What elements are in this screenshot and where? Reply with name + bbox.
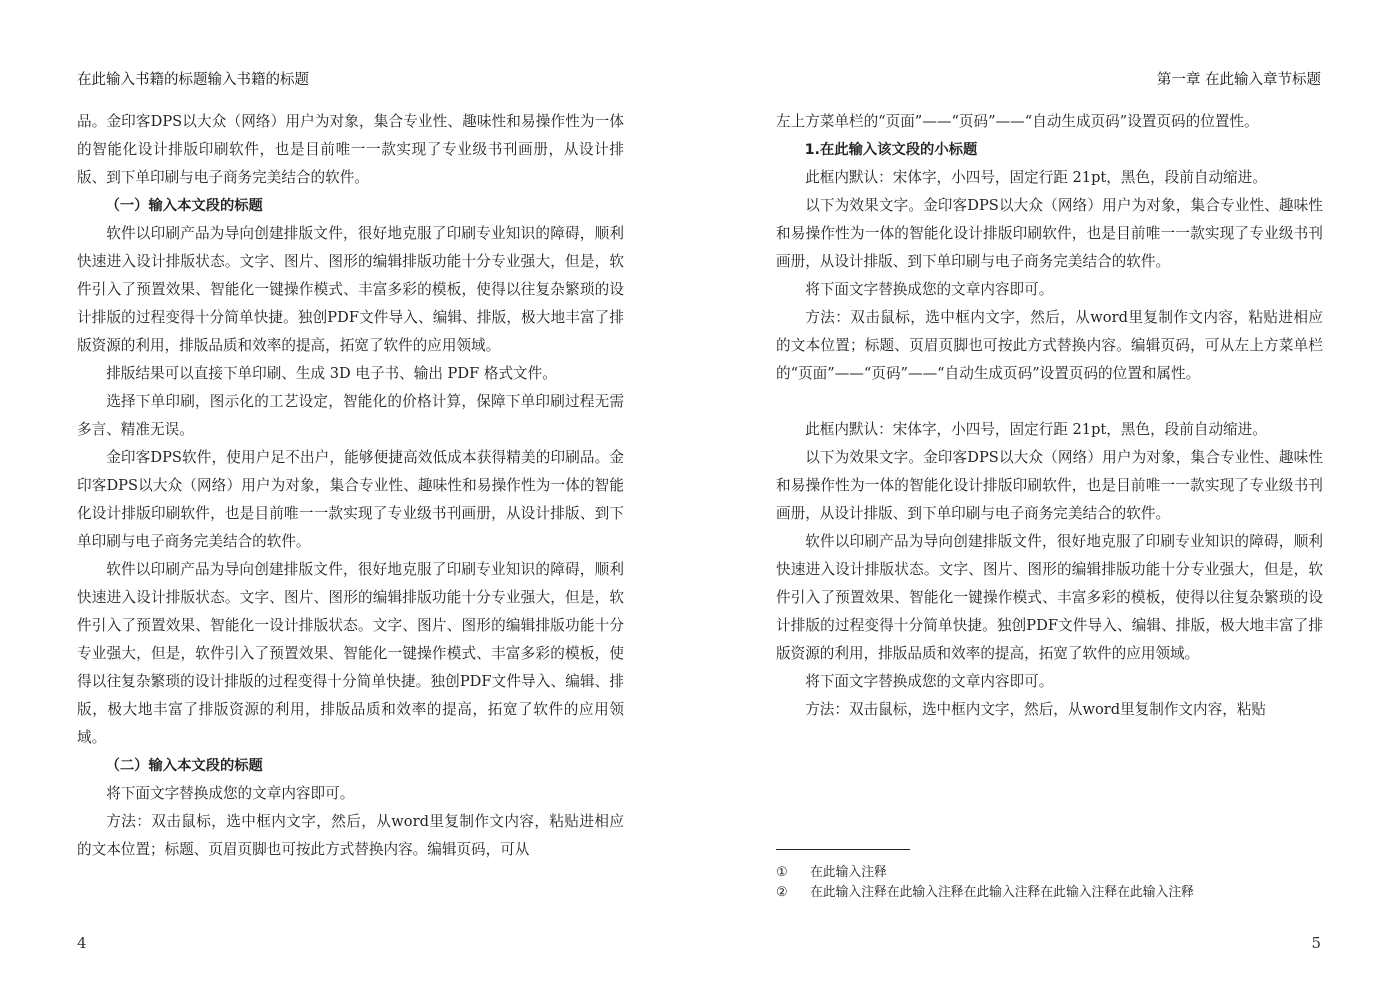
paragraph: 软件以印刷产品为导向创建排版文件，很好地克服了印刷专业知识的障碍，顺利快速进入设计排版状态。文字、图片、图形的编辑排版功能十分专业强大，但是，软件引入了预置效果、智能化一设计排版状态。文字、图片、图形的编辑排版功能十分专业强大，但是，软件引入了预置效果、智能化一键操作模式、丰富多彩的模板，使得以往复杂繁琐的设计排版的过程变得十分简单快捷。独创PDF文件导入、编辑、排版，极大地丰富了排版资源的利用，排版品质和效率的提高，拓宽了软件的应用领域。 [77,561,624,746]
right-page [699,0,1398,982]
paragraph: 方法：双击鼠标，选中框内文字，然后，从word里复制作文内容，粘贴 [805,701,1267,718]
paragraph: 方法：双击鼠标，选中框内文字，然后，从word里复制作文内容，粘贴进相应的文本位置；标题、页眉页脚也可按此方式替换内容。编辑页码，可从 [77,813,624,858]
paragraph: 将下面文字替换成您的文章内容即可。 [805,281,1054,298]
paragraph: 此框内默认：宋体字，小四号，固定行距 21pt，黑色，段前自动缩进。 [805,421,1267,438]
footnote-text: 在此输入注释在此输入注释在此输入注释在此输入注释在此输入注释 [810,885,1194,900]
right-page-body [776,108,1323,724]
paragraph: 此框内默认：宋体字，小四号，固定行距 21pt，黑色，段前自动缩进。 [805,169,1267,186]
footnote-text: 在此输入注释 [810,865,887,880]
paragraph: 以下为效果文字。金印客DPS以大众（网络）用户为对象，集合专业性、趣味性和易操作性为一体的智能化设计排版印刷软件，也是目前唯一一款实现了专业级书刊画册，从设计排版、到下单印刷与电子商务完美结合的软件。 [776,449,1323,522]
blank-line [776,388,1323,416]
paragraph: 左上方菜单栏的“页面”——“页码”——“自动生成页码”设置页码的位置性。 [776,113,1259,130]
paragraph: 以下为效果文字。金印客DPS以大众（网络）用户为对象，集合专业性、趣味性和易操作性为一体的智能化设计排版印刷软件，也是目前唯一一款实现了专业级书刊画册，从设计排版、到下单印刷与电子商务完美结合的软件。 [776,197,1323,270]
paragraph: 将下面文字替换成您的文章内容即可。 [106,785,355,802]
footnote-divider [776,849,910,850]
footnote-marker: ② [776,885,788,900]
paragraph: 品。金印客DPS以大众（网络）用户为对象，集合专业性、趣味性和易操作性为一体的智能化设计排版印刷软件，也是目前唯一一款实现了专业级书刊画册，从设计排版、到下单印刷与电子商务完美结合的软件。 [77,113,624,186]
page-number: 5 [1311,934,1321,952]
footnote [776,883,1194,903]
section-heading: （一）输入本文段的标题 [105,198,263,214]
footnote [776,863,1194,883]
subsection-heading: 1.在此输入该文段的小标题 [804,142,978,158]
chapter-title-header: 第一章 在此输入章节标题 [1156,72,1321,88]
left-page-body [77,108,624,864]
paragraph: 方法：双击鼠标，选中框内文字，然后，从word里复制作文内容，粘贴进相应的文本位置；标题、页眉页脚也可按此方式替换内容。编辑页码，可从左上方菜单栏的“页面”——“页码”——“自动生成页码”设置页码的位置和属性。 [776,309,1323,382]
footnotes [776,863,1194,903]
paragraph: 选择下单印刷，图示化的工艺设定，智能化的价格计算，保障下单印刷过程无需多言、精准无误。 [77,393,624,438]
paragraph: 软件以印刷产品为导向创建排版文件，很好地克服了印刷专业知识的障碍，顺利快速进入设计排版状态。文字、图片、图形的编辑排版功能十分专业强大，但是，软件引入了预置效果、智能化一键操作模式、丰富多彩的模板，使得以往复杂繁琐的设计排版的过程变得十分简单快捷。独创PDF文件导入、编辑、排版，极大地丰富了排版资源的利用，排版品质和效率的提高，拓宽了软件的应用领域。 [77,225,624,354]
page-number: 4 [77,934,87,952]
book-title-header: 在此输入书籍的标题输入书籍的标题 [77,72,309,88]
paragraph: 金印客DPS软件，使用户足不出户，能够便捷高效低成本获得精美的印刷品。金印客DPS以大众（网络）用户为对象，集合专业性、趣味性和易操作性为一体的智能化设计排版印刷软件，也是目前唯一一款实现了专业级书刊画册，从设计排版、到下单印刷与电子商务完美结合的软件。 [77,449,624,550]
footnote-marker: ① [776,865,788,880]
paragraph: 软件以印刷产品为导向创建排版文件，很好地克服了印刷专业知识的障碍，顺利快速进入设计排版状态。文字、图片、图形的编辑排版功能十分专业强大，但是，软件引入了预置效果、智能化一键操作模式、丰富多彩的模板，使得以往复杂繁琐的设计排版的过程变得十分简单快捷。独创PDF文件导入、编辑、排版，极大地丰富了排版资源的利用，排版品质和效率的提高，拓宽了软件的应用领域。 [776,533,1323,662]
paragraph: 排版结果可以直接下单印刷、生成 3D 电子书、输出 PDF 格式文件。 [106,365,557,382]
paragraph: 将下面文字替换成您的文章内容即可。 [805,673,1054,690]
section-heading: （二）输入本文段的标题 [105,758,263,774]
